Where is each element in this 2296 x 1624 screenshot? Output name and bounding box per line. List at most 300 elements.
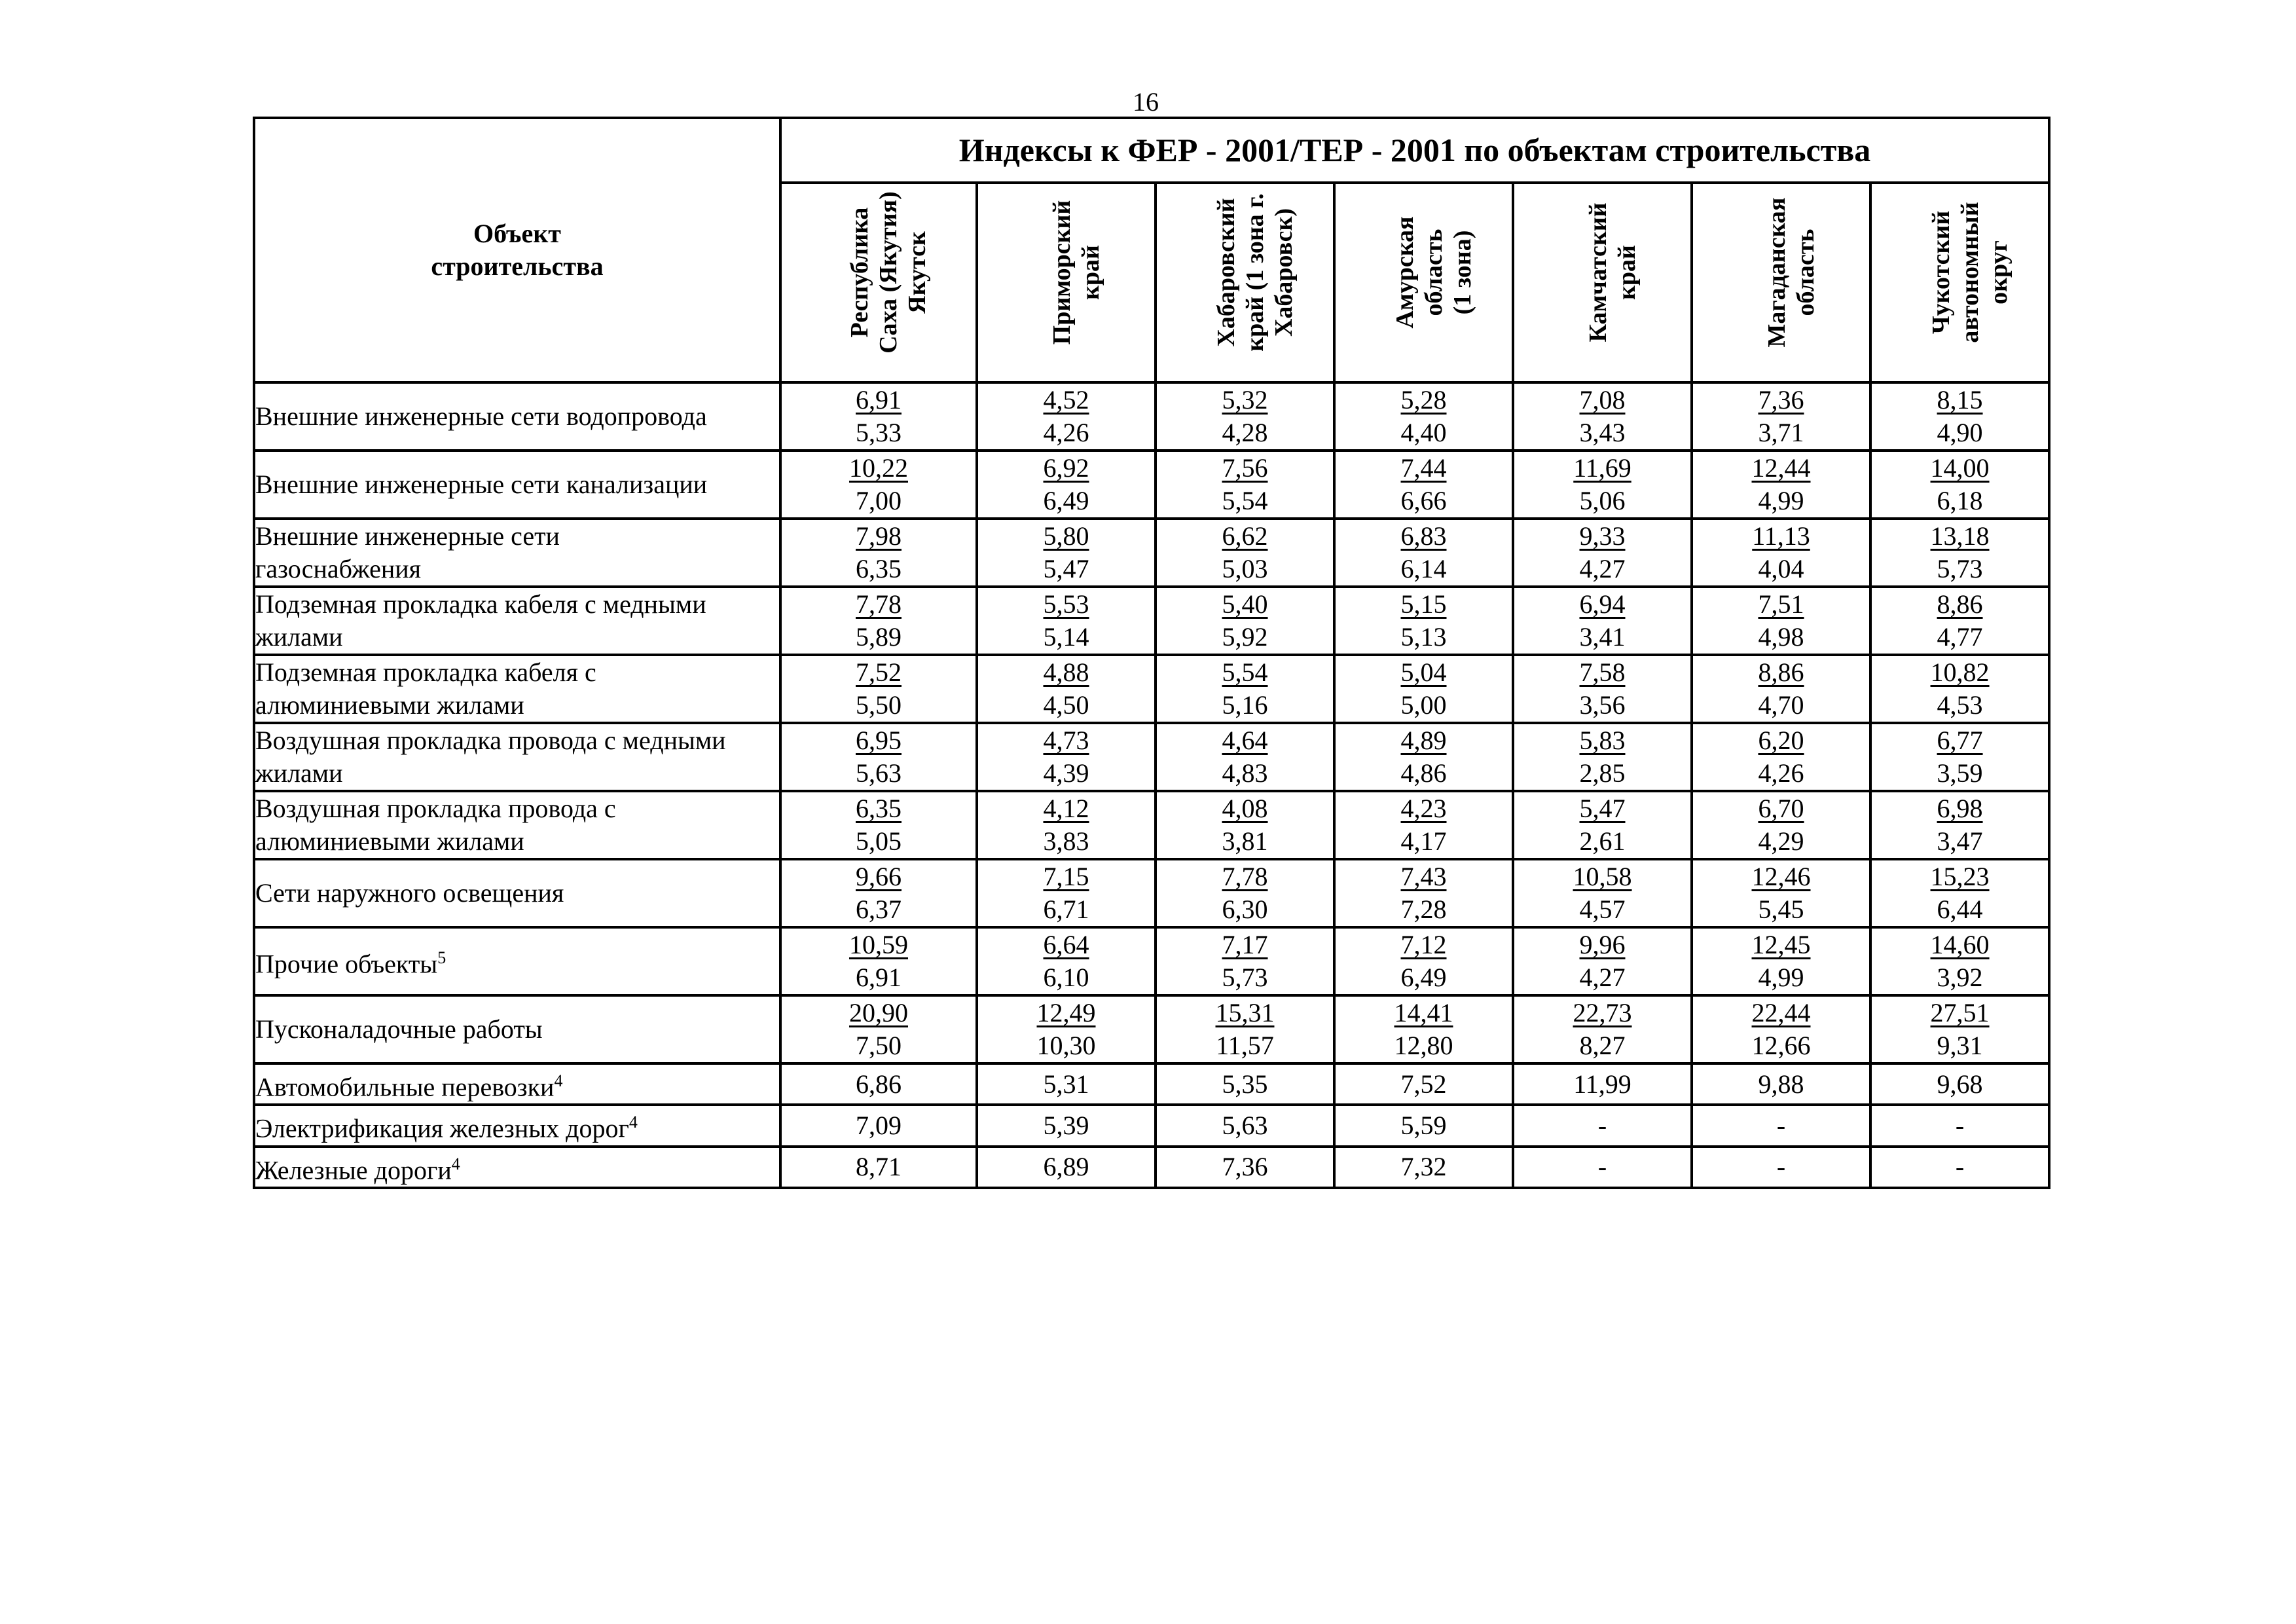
region-header	[1692, 183, 1870, 382]
index-value-cell	[1513, 655, 1692, 723]
index-value-lower: 12,80	[1394, 1031, 1453, 1060]
index-value-cell	[1870, 995, 2049, 1063]
index-value-upper: 7,58	[1579, 657, 1626, 687]
index-value-upper: 5,47	[1579, 794, 1626, 823]
index-value-upper: 4,73	[1043, 726, 1089, 755]
region-header-line: край	[1076, 245, 1104, 301]
index-value-cell	[780, 451, 977, 519]
index-value-lower: 5,45	[1758, 895, 1804, 924]
table-row	[254, 995, 2049, 1063]
index-value-cell	[1334, 995, 1513, 1063]
index-value-cell	[1513, 451, 1692, 519]
index-value-lower: 4,99	[1758, 963, 1804, 992]
region-header-line: округ	[1984, 240, 2013, 305]
object-name-cell	[254, 382, 780, 451]
index-value-upper: 6,35	[856, 794, 902, 823]
index-value-upper: 6,95	[856, 726, 902, 755]
table-row	[254, 655, 2049, 723]
index-value-upper: 4,64	[1222, 726, 1268, 755]
index-value-cell	[1870, 1105, 2049, 1146]
region-header	[1870, 183, 2049, 382]
index-value-lower: 6,35	[856, 554, 902, 583]
index-value-upper: 22,73	[1573, 998, 1632, 1027]
index-value-upper: 5,54	[1222, 657, 1268, 687]
index-value-lower: 4,29	[1758, 826, 1804, 856]
object-name-cell	[254, 723, 780, 791]
index-value-upper: 15,23	[1930, 862, 1990, 891]
index-value-cell	[780, 587, 977, 655]
index-value-upper: 5,28	[1400, 385, 1447, 415]
index-value-cell	[780, 723, 977, 791]
region-header	[1334, 183, 1513, 382]
index-value-cell	[977, 723, 1156, 791]
footnote-marker: 4	[629, 1113, 638, 1132]
index-value-cell	[1870, 1063, 2049, 1105]
object-name-line: Воздушная прокладка провода с	[255, 794, 616, 823]
index-value-lower: 6,14	[1400, 554, 1447, 583]
index-value-cell	[1513, 723, 1692, 791]
index-value-cell	[780, 1105, 977, 1146]
page-number: 16	[1133, 87, 1159, 117]
index-value-upper: 11,69	[1573, 453, 1631, 483]
index-value-cell	[1513, 519, 1692, 587]
object-name-cell	[254, 1147, 780, 1188]
index-value-upper: 7,36	[1758, 385, 1804, 415]
index-value-lower: 6,91	[856, 963, 902, 992]
region-header-line: Хабаровск)	[1269, 208, 1298, 337]
index-value-cell	[780, 519, 977, 587]
object-name-line: алюминиевыми жилами	[255, 690, 524, 720]
index-value-cell	[1870, 655, 2049, 723]
index-value-cell	[1692, 587, 1870, 655]
object-name-cell	[254, 587, 780, 655]
index-value-upper: 10,58	[1573, 862, 1632, 891]
index-value-lower: 5,47	[1043, 554, 1089, 583]
footnote-marker: 4	[554, 1071, 563, 1090]
index-value-lower: 5,92	[1222, 622, 1268, 652]
region-header-line: Амурская	[1391, 216, 1419, 329]
index-value-cell	[780, 1063, 977, 1105]
index-value: 8,71	[856, 1152, 902, 1182]
region-header-line: Саха (Якутия)	[875, 191, 902, 354]
index-value-cell	[1692, 1105, 1870, 1146]
table-row	[254, 519, 2049, 587]
index-value-lower: 3,92	[1937, 963, 1983, 992]
index-value-lower: 2,61	[1579, 826, 1626, 856]
object-name-line: газоснабжения	[255, 554, 422, 583]
index-value-cell	[1870, 791, 2049, 859]
index-value-cell	[780, 995, 977, 1063]
index-value-lower: 4,50	[1043, 690, 1089, 720]
index-value-cell	[1870, 587, 2049, 655]
index-value-upper: 7,44	[1400, 453, 1447, 483]
index-value-cell	[1692, 1147, 1870, 1188]
index-value: -	[1597, 1110, 1607, 1140]
index-value-upper: 14,60	[1930, 930, 1990, 959]
object-name-line: Железные дороги	[255, 1154, 452, 1185]
index-value-upper: 7,56	[1222, 453, 1268, 483]
index-value-upper: 12,45	[1751, 930, 1811, 959]
object-name-line: Прочие объекты	[255, 949, 438, 979]
index-value-lower: 4,70	[1758, 690, 1804, 720]
index-value-cell	[977, 587, 1156, 655]
index-value-upper: 7,78	[856, 589, 902, 619]
index-table	[253, 117, 2050, 1189]
index-value-cell	[1513, 927, 1692, 995]
index-value-cell	[1156, 1147, 1334, 1188]
index-value-cell	[1870, 927, 2049, 995]
table-row	[254, 723, 2049, 791]
index-value-cell	[1156, 1063, 1334, 1105]
index-value-upper: 8,86	[1758, 657, 1804, 687]
region-header-line: Камчатский	[1584, 202, 1612, 343]
index-value-lower: 4,39	[1043, 758, 1089, 788]
index-value-lower: 7,28	[1400, 895, 1447, 924]
object-name-line: Электрификация железных дорог	[255, 1113, 629, 1143]
object-header: Объект строительства	[254, 118, 780, 382]
index-value-lower: 6,10	[1043, 963, 1089, 992]
index-value-lower: 5,73	[1937, 554, 1983, 583]
index-value-cell	[1870, 1147, 2049, 1188]
index-value-cell	[977, 995, 1156, 1063]
index-value-lower: 5,63	[856, 758, 902, 788]
object-name-cell	[254, 655, 780, 723]
index-value-cell	[977, 791, 1156, 859]
object-name-line: Пусконаладочные работы	[255, 1014, 543, 1044]
index-value-upper: 9,66	[856, 862, 902, 891]
index-value-upper: 4,08	[1222, 794, 1268, 823]
index-value-cell	[977, 927, 1156, 995]
index-value: 7,52	[1400, 1069, 1447, 1099]
region-header-line: Чукотский	[1927, 211, 1955, 335]
index-value-upper: 4,88	[1043, 657, 1089, 687]
index-value-lower: 4,27	[1579, 963, 1626, 992]
index-value: 9,88	[1758, 1069, 1804, 1099]
index-value: 5,39	[1043, 1110, 1089, 1140]
region-header-line: (1 зона)	[1448, 231, 1476, 315]
index-value-cell	[1334, 791, 1513, 859]
index-value: 5,35	[1222, 1069, 1268, 1099]
index-value-cell	[1692, 927, 1870, 995]
index-value-cell	[977, 655, 1156, 723]
index-value-upper: 6,98	[1937, 794, 1983, 823]
index-value-upper: 12,49	[1036, 998, 1096, 1027]
index-value-upper: 11,13	[1752, 521, 1810, 551]
index-value-cell	[1334, 1105, 1513, 1146]
region-header	[1156, 183, 1334, 382]
region-header-line: область	[1419, 229, 1448, 316]
region-header-line: Республика	[846, 208, 873, 338]
index-value-cell	[977, 519, 1156, 587]
index-value: 6,86	[856, 1069, 902, 1099]
index-value-cell	[1692, 995, 1870, 1063]
index-value-lower: 4,53	[1937, 690, 1983, 720]
index-value-lower: 4,57	[1579, 895, 1626, 924]
index-value-lower: 3,83	[1043, 826, 1089, 856]
index-value-lower: 4,26	[1758, 758, 1804, 788]
index-value-lower: 4,26	[1043, 418, 1089, 447]
table-row	[254, 382, 2049, 451]
index-value-lower: 3,41	[1579, 622, 1626, 652]
index-value-upper: 12,44	[1751, 453, 1811, 483]
region-header-line: край	[1613, 245, 1641, 301]
indices-group-header: Индексы к ФЕР - 2001/ТЕР - 2001 по объектам строительства	[780, 118, 2049, 183]
index-value-lower: 4,98	[1758, 622, 1804, 652]
table-row	[254, 859, 2049, 927]
index-value-cell	[1334, 1063, 1513, 1105]
index-value-upper: 6,92	[1043, 453, 1089, 483]
index-value-lower: 5,13	[1400, 622, 1447, 652]
region-header	[977, 183, 1156, 382]
index-value-cell	[780, 655, 977, 723]
index-value-lower: 6,37	[856, 895, 902, 924]
index-value-upper: 4,89	[1400, 726, 1447, 755]
object-name-line: Воздушная прокладка провода с медными	[255, 726, 726, 755]
index-value-cell	[1156, 859, 1334, 927]
index-value: 7,09	[856, 1110, 902, 1140]
index-value-lower: 5,50	[856, 690, 902, 720]
table-row	[254, 451, 2049, 519]
object-name-cell	[254, 927, 780, 995]
object-name-cell	[254, 451, 780, 519]
index-value-lower: 5,16	[1222, 690, 1268, 720]
index-value-upper: 6,83	[1400, 521, 1447, 551]
object-name-line: Внешние инженерные сети водопровода	[255, 401, 707, 431]
index-value-cell	[1513, 1063, 1692, 1105]
index-value-upper: 7,98	[856, 521, 902, 551]
index-value-upper: 10,59	[849, 930, 908, 959]
index-value-lower: 5,89	[856, 622, 902, 652]
index-value-lower: 4,40	[1400, 418, 1447, 447]
index-value-upper: 7,15	[1043, 862, 1089, 891]
object-name-line: Сети наружного освещения	[255, 878, 564, 908]
index-value-cell	[1156, 587, 1334, 655]
index-value: 5,63	[1222, 1110, 1268, 1140]
index-value-upper: 7,43	[1400, 862, 1447, 891]
index-value-cell	[1156, 1105, 1334, 1146]
index-value-upper: 6,62	[1222, 521, 1268, 551]
index-value-cell	[1870, 451, 2049, 519]
index-value: 9,68	[1937, 1069, 1983, 1099]
index-value-cell	[1870, 382, 2049, 451]
index-value-lower: 6,44	[1937, 895, 1983, 924]
index-value-lower: 7,50	[856, 1031, 902, 1060]
index-value-lower: 5,73	[1222, 963, 1268, 992]
index-value-upper: 6,77	[1937, 726, 1983, 755]
index-value-lower: 3,43	[1579, 418, 1626, 447]
index-value-cell	[1334, 723, 1513, 791]
index-value: 5,31	[1043, 1069, 1089, 1099]
region-header-line: Хабаровский	[1212, 198, 1240, 348]
region-header	[1513, 183, 1692, 382]
index-value-upper: 7,12	[1400, 930, 1447, 959]
index-value: -	[1955, 1110, 1965, 1140]
region-header-line: Магаданская	[1762, 198, 1791, 348]
index-value-lower: 9,31	[1937, 1031, 1983, 1060]
index-value-lower: 2,85	[1579, 758, 1626, 788]
index-value-upper: 6,64	[1043, 930, 1089, 959]
index-value-cell	[1692, 655, 1870, 723]
index-value: -	[1955, 1152, 1965, 1182]
index-value-lower: 4,86	[1400, 758, 1447, 788]
index-value-cell	[977, 451, 1156, 519]
index-value-upper: 5,15	[1400, 589, 1447, 619]
index-value-upper: 9,96	[1579, 930, 1626, 959]
index-value-lower: 5,03	[1222, 554, 1268, 583]
index-value-cell	[1156, 791, 1334, 859]
table-row	[254, 927, 2049, 995]
index-value-cell	[1692, 723, 1870, 791]
index-value-lower: 4,28	[1222, 418, 1268, 447]
index-value-cell	[1513, 859, 1692, 927]
index-value-lower: 8,27	[1579, 1031, 1626, 1060]
index-value-cell	[977, 1105, 1156, 1146]
index-value-cell	[1156, 995, 1334, 1063]
object-name-cell	[254, 1063, 780, 1105]
index-value-cell	[1870, 859, 2049, 927]
index-value-upper: 5,53	[1043, 589, 1089, 619]
index-value-upper: 7,17	[1222, 930, 1268, 959]
index-value-upper: 6,20	[1758, 726, 1804, 755]
object-name-line: Подземная прокладка кабеля с	[255, 657, 596, 687]
index-value-cell	[1334, 587, 1513, 655]
index-value-lower: 5,05	[856, 826, 902, 856]
index-value-cell	[1334, 655, 1513, 723]
index-value-lower: 11,57	[1216, 1031, 1274, 1060]
region-header	[780, 183, 977, 382]
index-value-upper: 7,78	[1222, 862, 1268, 891]
index-value-cell	[1692, 791, 1870, 859]
index-value-upper: 14,41	[1394, 998, 1453, 1027]
index-value-cell	[1513, 995, 1692, 1063]
index-value-lower: 6,30	[1222, 895, 1268, 924]
object-name-line: жилами	[255, 622, 343, 652]
index-value-upper: 7,51	[1758, 589, 1804, 619]
index-value-upper: 4,23	[1400, 794, 1447, 823]
index-value-upper: 5,83	[1579, 726, 1626, 755]
index-value: 11,99	[1573, 1069, 1631, 1099]
index-value-cell	[1692, 451, 1870, 519]
index-value-lower: 4,27	[1579, 554, 1626, 583]
index-value-upper: 27,51	[1930, 998, 1990, 1027]
table-row	[254, 1147, 2049, 1188]
index-value-upper: 4,52	[1043, 385, 1089, 415]
index-value-lower: 4,04	[1758, 554, 1804, 583]
index-value-cell	[780, 791, 977, 859]
object-name-cell	[254, 1105, 780, 1146]
index-value: -	[1776, 1152, 1786, 1182]
index-value-cell	[780, 382, 977, 451]
index-value-lower: 3,59	[1937, 758, 1983, 788]
object-name-line: Внешние инженерные сети	[255, 521, 560, 551]
index-value-lower: 4,83	[1222, 758, 1268, 788]
index-value-cell	[1513, 382, 1692, 451]
region-header-line: Якутск	[903, 231, 931, 314]
index-value-upper: 6,70	[1758, 794, 1804, 823]
index-value-lower: 3,47	[1937, 826, 1983, 856]
index-value-lower: 5,00	[1400, 690, 1447, 720]
index-value-lower: 3,56	[1579, 690, 1626, 720]
index-value-cell	[780, 1147, 977, 1188]
index-value: -	[1597, 1152, 1607, 1182]
index-value-cell	[1870, 723, 2049, 791]
object-name-cell	[254, 859, 780, 927]
index-value-cell	[1156, 451, 1334, 519]
index-value-lower: 7,00	[856, 486, 902, 515]
index-value-upper: 8,86	[1937, 589, 1983, 619]
index-value-lower: 5,06	[1579, 486, 1626, 515]
index-value-lower: 4,90	[1937, 418, 1983, 447]
index-value-lower: 6,66	[1400, 486, 1447, 515]
region-header-line: область	[1791, 229, 1819, 316]
index-value-cell	[1156, 723, 1334, 791]
table-row	[254, 1105, 2049, 1146]
index-value-upper: 7,08	[1579, 385, 1626, 415]
index-value-cell	[1692, 1063, 1870, 1105]
index-value-lower: 4,77	[1937, 622, 1983, 652]
index-value-lower: 3,71	[1758, 418, 1804, 447]
index-value-upper: 14,00	[1930, 453, 1990, 483]
index-value-lower: 6,49	[1043, 486, 1089, 515]
index-value-upper: 4,12	[1043, 794, 1089, 823]
index-value-cell	[1334, 382, 1513, 451]
index-value-lower: 5,54	[1222, 486, 1268, 515]
index-value-cell	[977, 1063, 1156, 1105]
index-value-cell	[1513, 587, 1692, 655]
index-value-upper: 10,82	[1930, 657, 1990, 687]
table-row	[254, 587, 2049, 655]
index-value-upper: 22,44	[1751, 998, 1811, 1027]
index-value-cell	[977, 382, 1156, 451]
index-value-cell	[1334, 927, 1513, 995]
index-value: 7,36	[1222, 1152, 1268, 1182]
table-row	[254, 1063, 2049, 1105]
footnote-marker: 4	[451, 1154, 460, 1173]
index-value-lower: 10,30	[1036, 1031, 1096, 1060]
index-value-lower: 12,66	[1751, 1031, 1811, 1060]
index-value-cell	[1334, 519, 1513, 587]
region-header-line: автономный	[1956, 202, 1984, 344]
index-value-lower: 6,18	[1937, 486, 1983, 515]
index-value-upper: 6,94	[1579, 589, 1626, 619]
index-value-upper: 12,46	[1751, 862, 1811, 891]
index-value-upper: 7,52	[856, 657, 902, 687]
index-value-lower: 6,49	[1400, 963, 1447, 992]
index-value-upper: 5,40	[1222, 589, 1268, 619]
index-value-upper: 5,04	[1400, 657, 1447, 687]
index-value-cell	[780, 927, 977, 995]
index-value-cell	[1692, 859, 1870, 927]
index-value-cell	[1513, 1105, 1692, 1146]
index-value: 7,32	[1400, 1152, 1447, 1182]
index-value-upper: 6,91	[856, 385, 902, 415]
index-value: -	[1776, 1110, 1786, 1140]
index-value-upper: 20,90	[849, 998, 908, 1027]
index-value-upper: 5,32	[1222, 385, 1268, 415]
object-name-cell	[254, 519, 780, 587]
index-value: 6,89	[1043, 1152, 1089, 1182]
index-value-lower: 5,14	[1043, 622, 1089, 652]
index-value-cell	[1692, 382, 1870, 451]
index-value-cell	[1334, 451, 1513, 519]
object-name-line: Автомобильные перевозки	[255, 1072, 555, 1102]
index-value-cell	[1513, 791, 1692, 859]
index-value-lower: 3,81	[1222, 826, 1268, 856]
index-value-cell	[977, 1147, 1156, 1188]
index-value-cell	[1334, 1147, 1513, 1188]
index-value-upper: 9,33	[1579, 521, 1626, 551]
index-value-cell	[1692, 519, 1870, 587]
